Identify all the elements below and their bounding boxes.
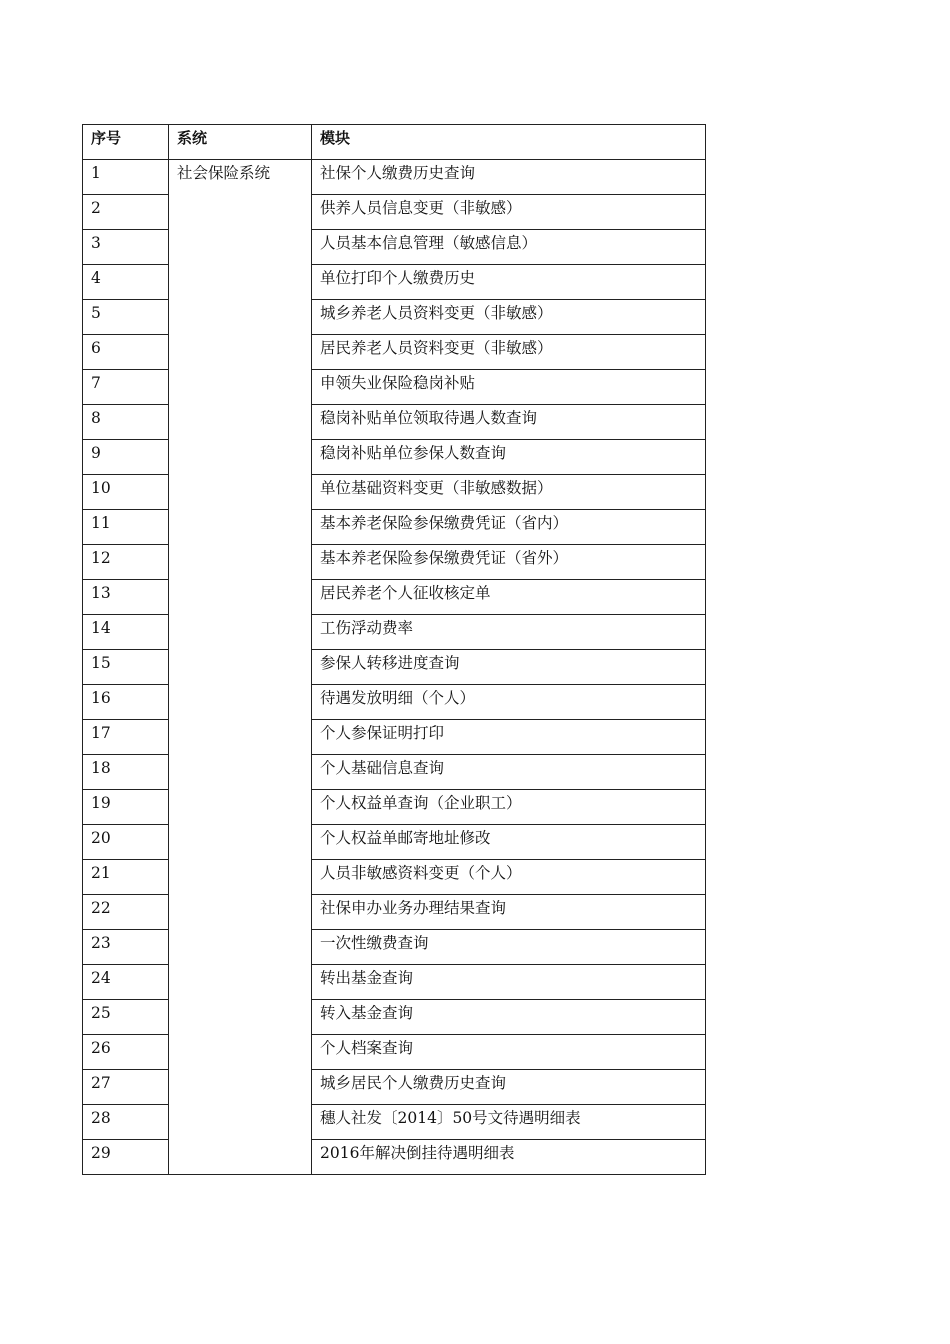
serial-cell: 7: [83, 370, 169, 405]
module-cell: 个人基础信息查询: [312, 755, 706, 790]
serial-cell: 15: [83, 650, 169, 685]
module-cell: 个人档案查询: [312, 1035, 706, 1070]
header-serial: 序号: [83, 125, 169, 160]
serial-cell: 18: [83, 755, 169, 790]
header-row: [83, 125, 706, 160]
module-cell: 人员非敏感资料变更（个人）: [312, 860, 706, 895]
module-cell: 待遇发放明细（个人）: [312, 685, 706, 720]
module-cell: 单位打印个人缴费历史: [312, 265, 706, 300]
serial-cell: 14: [83, 615, 169, 650]
module-cell: 稳岗补贴单位领取待遇人数查询: [312, 405, 706, 440]
serial-cell: 27: [83, 1070, 169, 1105]
serial-cell: 3: [83, 230, 169, 265]
module-cell: 人员基本信息管理（敏感信息）: [312, 230, 706, 265]
serial-cell: 23: [83, 930, 169, 965]
serial-cell: 26: [83, 1035, 169, 1070]
module-cell: 转入基金查询: [312, 1000, 706, 1035]
serial-cell: 16: [83, 685, 169, 720]
serial-cell: 5: [83, 300, 169, 335]
serial-cell: 11: [83, 510, 169, 545]
serial-cell: 21: [83, 860, 169, 895]
serial-cell: 10: [83, 475, 169, 510]
serial-cell: 24: [83, 965, 169, 1000]
module-cell: 社保申办业务办理结果查询: [312, 895, 706, 930]
module-cell: 个人权益单查询（企业职工）: [312, 790, 706, 825]
module-cell: 参保人转移进度查询: [312, 650, 706, 685]
header-system: 系统: [169, 125, 312, 160]
module-cell: 居民养老人员资料变更（非敏感）: [312, 335, 706, 370]
serial-cell: 17: [83, 720, 169, 755]
module-cell: 供养人员信息变更（非敏感）: [312, 195, 706, 230]
serial-cell: 19: [83, 790, 169, 825]
module-cell: 居民养老个人征收核定单: [312, 580, 706, 615]
module-cell: 一次性缴费查询: [312, 930, 706, 965]
module-cell: 2016年解决倒挂待遇明细表: [312, 1140, 706, 1175]
serial-cell: 28: [83, 1105, 169, 1140]
serial-cell: 9: [83, 440, 169, 475]
module-cell: 申领失业保险稳岗补贴: [312, 370, 706, 405]
module-cell: 个人权益单邮寄地址修改: [312, 825, 706, 860]
serial-cell: 22: [83, 895, 169, 930]
module-cell: 城乡居民个人缴费历史查询: [312, 1070, 706, 1105]
module-cell: 社保个人缴费历史查询: [312, 160, 706, 195]
module-table: [82, 124, 706, 1175]
serial-cell: 4: [83, 265, 169, 300]
module-cell: 个人参保证明打印: [312, 720, 706, 755]
system-cell: 社会保险系统: [169, 160, 312, 1175]
serial-cell: 2: [83, 195, 169, 230]
module-cell: 工伤浮动费率: [312, 615, 706, 650]
module-cell: 单位基础资料变更（非敏感数据）: [312, 475, 706, 510]
module-cell: 转出基金查询: [312, 965, 706, 1000]
header-module: 模块: [312, 125, 706, 160]
serial-cell: 8: [83, 405, 169, 440]
serial-cell: 1: [83, 160, 169, 195]
module-cell: 基本养老保险参保缴费凭证（省外）: [312, 545, 706, 580]
serial-cell: 20: [83, 825, 169, 860]
serial-cell: 12: [83, 545, 169, 580]
table-body: [83, 160, 706, 1175]
serial-cell: 29: [83, 1140, 169, 1175]
serial-cell: 6: [83, 335, 169, 370]
serial-cell: 25: [83, 1000, 169, 1035]
module-cell: 城乡养老人员资料变更（非敏感）: [312, 300, 706, 335]
module-cell: 基本养老保险参保缴费凭证（省内）: [312, 510, 706, 545]
serial-cell: 13: [83, 580, 169, 615]
table-row: [83, 160, 706, 195]
module-cell: 穗人社发〔2014〕50号文待遇明细表: [312, 1105, 706, 1140]
module-cell: 稳岗补贴单位参保人数查询: [312, 440, 706, 475]
